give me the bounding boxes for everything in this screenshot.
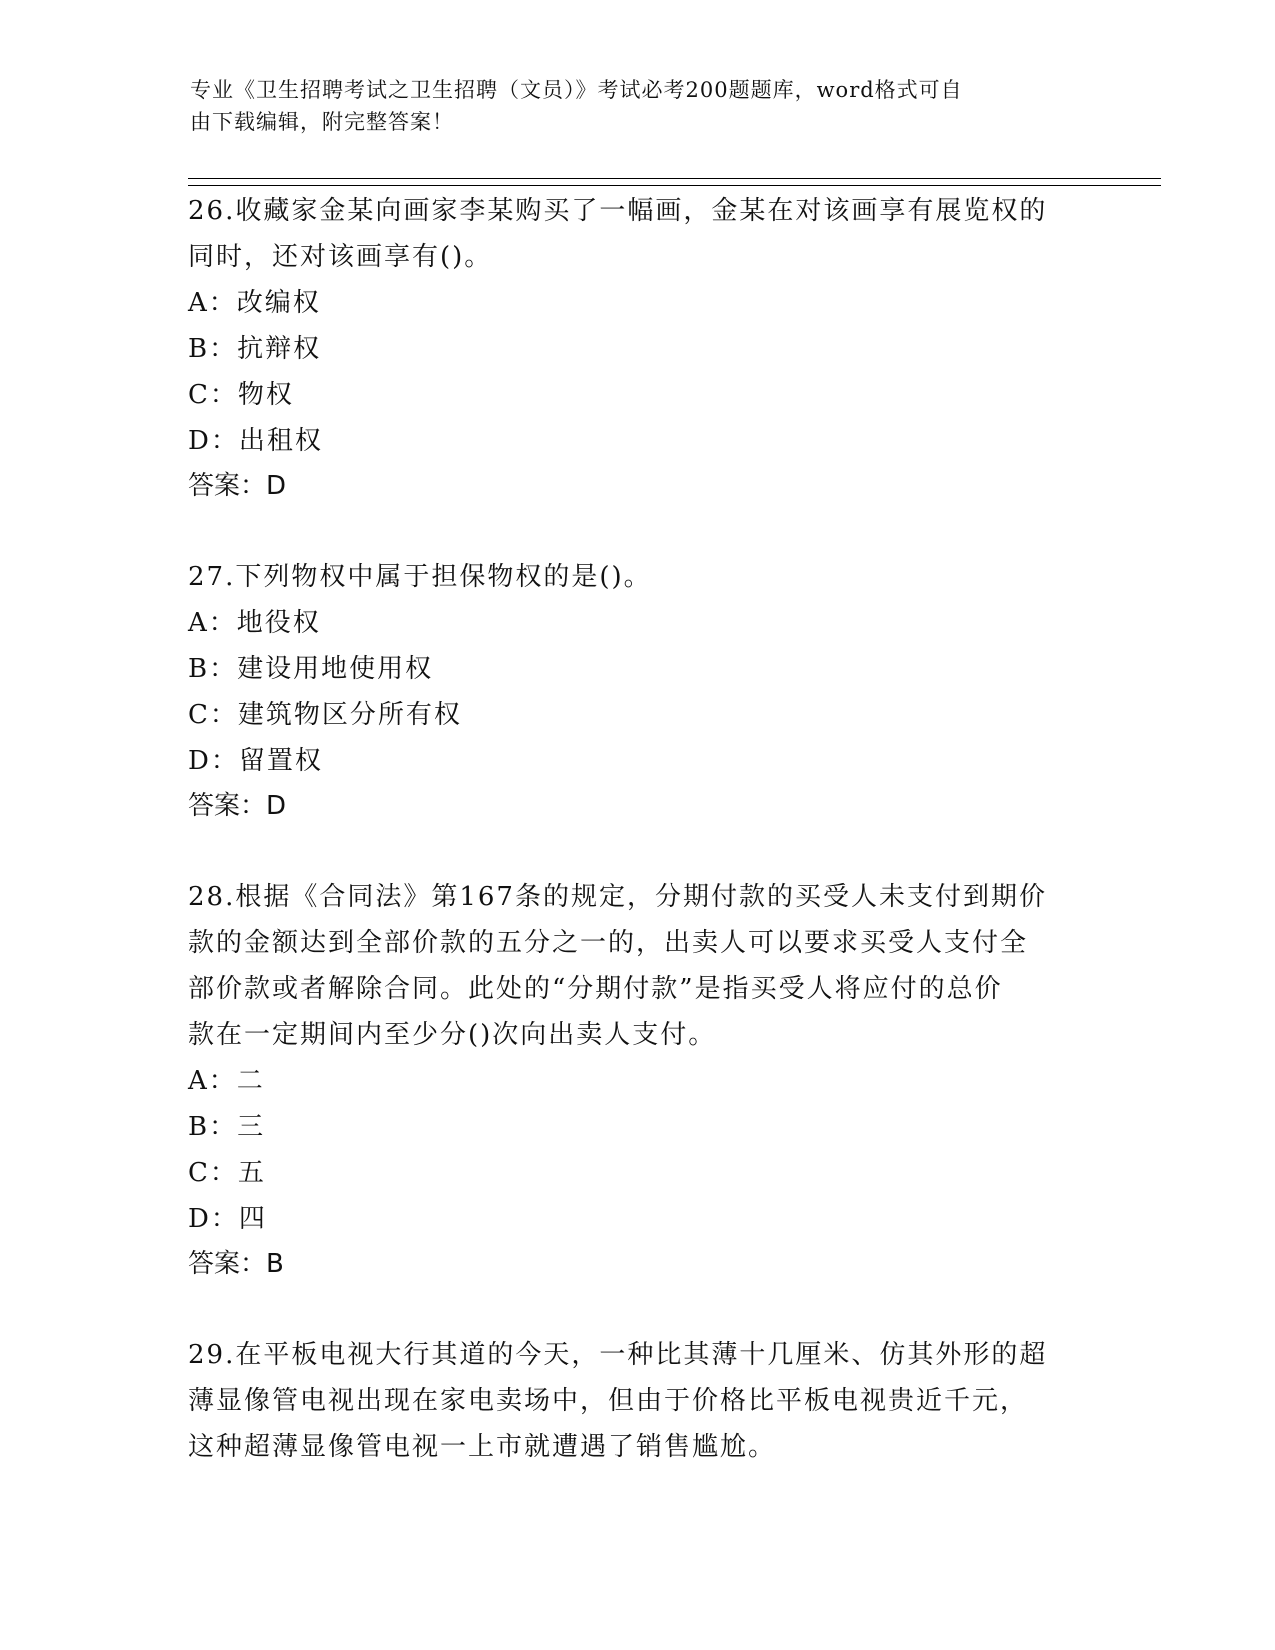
document-header [190,74,1090,138]
option-d: D：留置权 [188,746,323,776]
question-stem-line: 款的金额达到全部价款的五分之一的，出卖人可以要求买受人支付全 [188,928,1029,958]
question-spacer [188,508,1088,554]
option-a: A：二 [188,1066,265,1096]
question-28 [188,874,1088,1286]
question-27 [188,554,1088,828]
option-c: C：建筑物区分所有权 [188,700,462,730]
question-26 [188,188,1088,508]
question-29 [188,1332,1088,1470]
question-spacer [188,828,1088,874]
option-c: C：物权 [188,380,294,410]
question-spacer [188,1286,1088,1332]
option-a: A：地役权 [188,608,321,638]
question-stem-line: 27.下列物权中属于担保物权的是()。 [188,562,652,592]
option-d: D：四 [188,1204,267,1234]
question-stem-line: 这种超薄显像管电视一上市就遭遇了销售尴尬。 [188,1432,777,1462]
question-stem-line: 同时，还对该画享有()。 [188,242,493,272]
answer-line: 答案：D [188,471,287,501]
question-stem-line: 29.在平板电视大行其道的今天，一种比其薄十几厘米、仿其外形的超 [188,1340,1048,1370]
option-b: B：抗辩权 [188,334,322,364]
header-line-1: 专业《卫生招聘考试之卫生招聘（文员）》考试必考200题题库，word格式可自 [190,78,963,102]
question-stem-line: 26.收藏家金某向画家李某购买了一幅画，金某在对该画享有展览权的 [188,196,1048,226]
question-list [188,188,1088,1470]
answer-line: 答案：B [188,1249,284,1279]
header-divider [188,178,1161,186]
answer-line: 答案：D [188,791,287,821]
option-d: D：出租权 [188,426,323,456]
header-line-2: 由下载编辑，附完整答案！ [190,110,454,134]
option-a: A：改编权 [188,288,321,318]
question-stem-line: 款在一定期间内至少分()次向出卖人支付。 [188,1020,717,1050]
option-b: B：建设用地使用权 [188,654,434,684]
option-b: B：三 [188,1112,266,1142]
question-stem-line: 薄显像管电视出现在家电卖场中，但由于价格比平板电视贵近千元， [188,1386,1029,1416]
option-c: C：五 [188,1158,266,1188]
question-stem-line: 28.根据《合同法》第167条的规定，分期付款的买受人未支付到期价 [188,882,1047,912]
question-stem-line: 部价款或者解除合同。此处的“分期付款”是指买受人将应付的总价 [188,974,1003,1004]
